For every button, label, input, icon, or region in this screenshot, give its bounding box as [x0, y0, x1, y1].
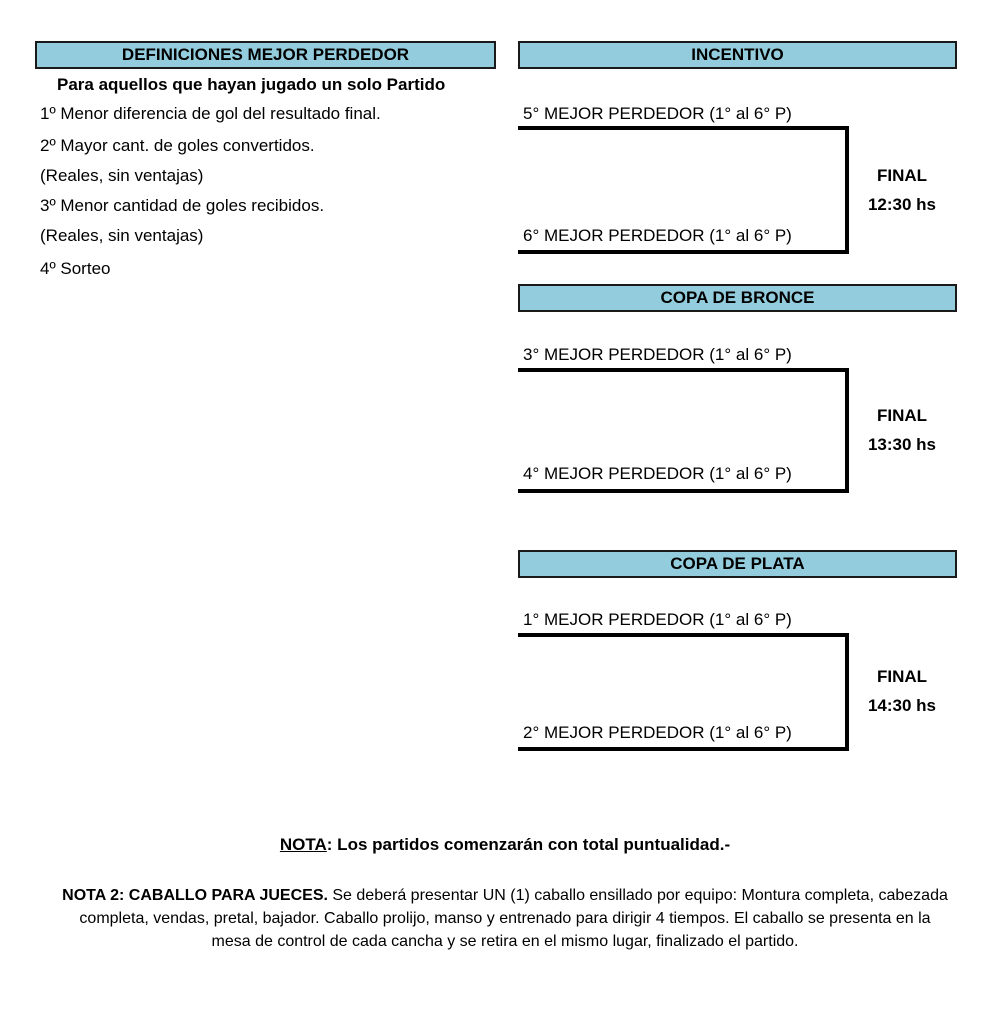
definicion-item: (Reales, sin ventajas) — [40, 166, 204, 185]
definicion-item: 1º Menor diferencia de gol del resultado final. — [40, 104, 381, 123]
definiciones-subtitle: Para aquellos que hayan jugado un solo Partido — [57, 75, 446, 94]
nota-2-text: Se deberá presentar UN (1) caballo ensillado por equipo: Montura completa, cabezada completa, vendas, pretal, bajador. Caballo prolijo, manso y entrenado para dirigir 4 tiempos. El caballo se presenta en la mesa de control de cada cancha y se retira en el mismo lugar, finalizado el partido. — [79, 887, 948, 950]
nota-label: NOTA — [279, 835, 327, 854]
bracket-top-team: 1° MEJOR PERDEDOR (1° al 6° P) — [523, 610, 792, 629]
definicion-item: 2º Mayor cant. de goles convertidos. — [40, 136, 315, 155]
final-time: 12:30 hs — [867, 195, 937, 214]
nota-2-label: NOTA 2: CABALLO PARA JUECES. — [62, 887, 328, 904]
definicion-item: 3º Menor cantidad de goles recibidos. — [40, 196, 325, 215]
final-label: FINAL — [876, 406, 928, 425]
bracket-bottom-team: 2° MEJOR PERDEDOR (1° al 6° P) — [523, 723, 792, 742]
definiciones-header: DEFINICIONES MEJOR PERDEDOR — [35, 41, 496, 69]
copa-plata-header: COPA DE PLATA — [518, 550, 957, 578]
final-label: FINAL — [876, 166, 928, 185]
bracket-top-team: 5° MEJOR PERDEDOR (1° al 6° P) — [523, 104, 792, 123]
bracket-bottom-team: 6° MEJOR PERDEDOR (1° al 6° P) — [523, 226, 792, 245]
definicion-item: (Reales, sin ventajas) — [40, 226, 204, 245]
bracket-bottom-team: 4° MEJOR PERDEDOR (1° al 6° P) — [523, 464, 792, 483]
copa-bronce-header: COPA DE BRONCE — [518, 284, 957, 312]
incentivo-header: INCENTIVO — [518, 41, 957, 69]
nota-text: : Los partidos comenzarán con total puntualidad.- — [326, 835, 731, 854]
definicion-item: 4º Sorteo — [40, 259, 111, 278]
nota — [60, 835, 950, 855]
nota-2 — [60, 884, 950, 953]
bracket-top-team: 3° MEJOR PERDEDOR (1° al 6° P) — [523, 345, 792, 364]
final-time: 14:30 hs — [867, 696, 937, 715]
final-label: FINAL — [876, 667, 928, 686]
final-time: 13:30 hs — [867, 435, 937, 454]
